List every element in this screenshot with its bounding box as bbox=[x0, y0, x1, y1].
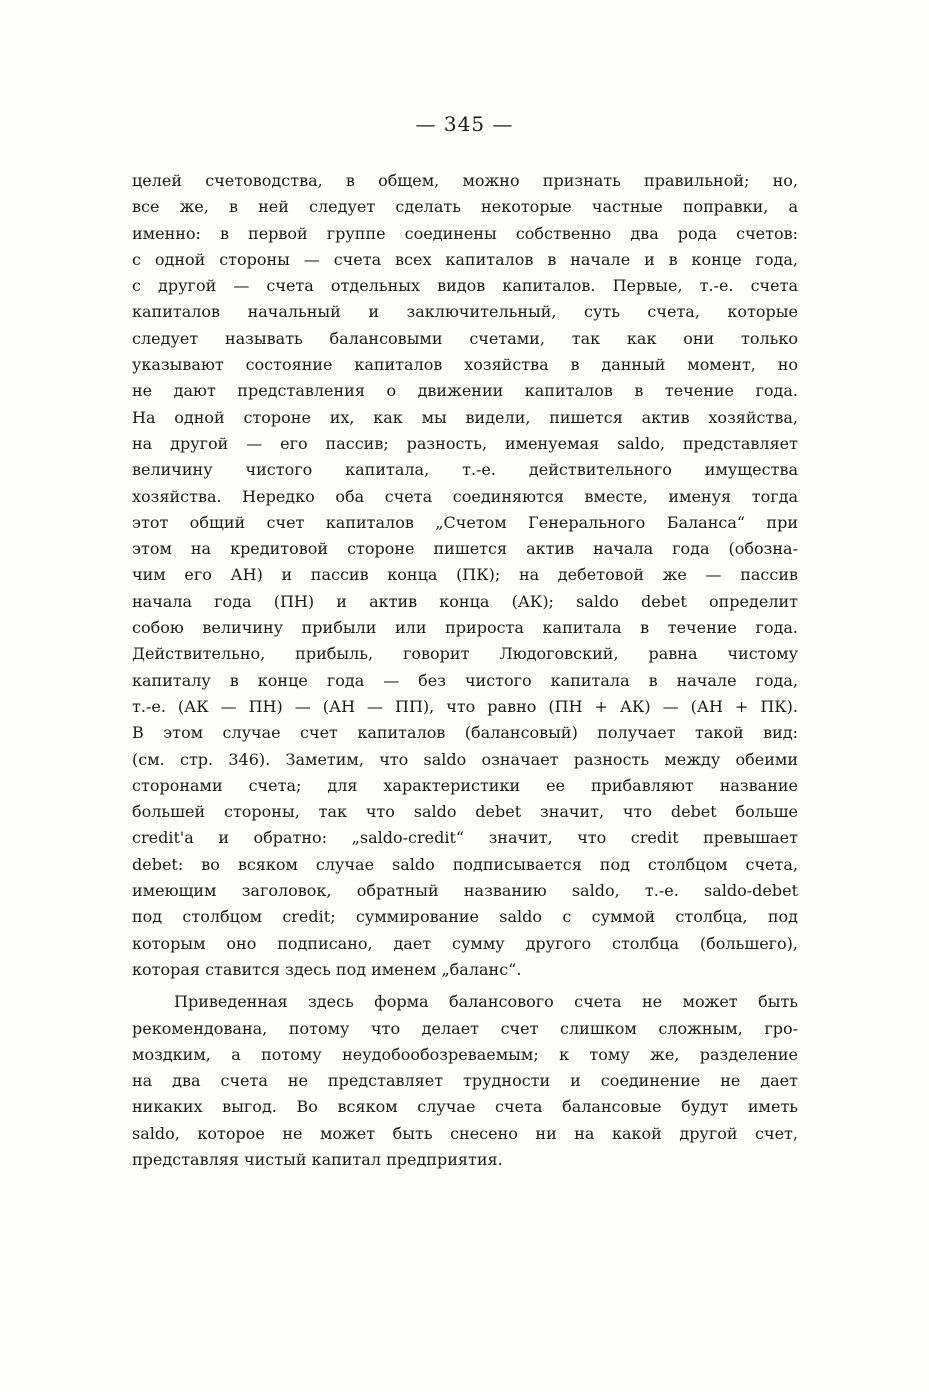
text-line: saldo, которое не может быть снесено ни на какой другой счет, bbox=[132, 1123, 798, 1143]
text-line: которым оно подписано, дает сумму другого столбца (большего), bbox=[132, 933, 798, 953]
text-line: рекомендована, потому что делает счет слишком сложным, гро- bbox=[132, 1018, 798, 1038]
text-line: именно: в первой группе соединены собственно два рода счетов: bbox=[132, 223, 798, 243]
text-line: сторонами счета; для характеристики ее прибавляют название bbox=[132, 775, 798, 795]
text-line: debet: во всяком случае saldo подписывается под столбцом счета, bbox=[132, 854, 798, 874]
text-line: с одной стороны — счета всех капиталов в начале и в конце года, bbox=[132, 249, 798, 269]
text-line: следует называть балансовыми счетами, так как они только bbox=[132, 328, 798, 348]
text-line: Действительно, прибыль, говорит Людоговский, равна чистому bbox=[132, 644, 798, 664]
text-line: величину чистого капитала, т.-е. действительного имущества bbox=[132, 460, 798, 480]
text-line: этот общий счет капиталов „Счетом Генерального Баланса“ при bbox=[132, 512, 798, 532]
text-line: на другой — его пассив; разность, именуемая saldo, представляет bbox=[132, 433, 798, 453]
text-line: большей стороны, так что saldo debet значит, что debet больше bbox=[132, 802, 798, 822]
text-line: капиталов начальный и заключительный, суть счета, которые bbox=[132, 302, 798, 322]
body-text bbox=[132, 168, 798, 1173]
page-number: — 345 — bbox=[415, 112, 514, 136]
text-line: все же, в ней следует сделать некоторые частные поправки, а bbox=[132, 197, 798, 217]
text-line: представляя чистый капитал предприятия. bbox=[132, 1149, 503, 1169]
text-line: (см. стр. 346). Заметим, что saldo означает разность между обеими bbox=[132, 749, 798, 769]
text-line: на два счета не представляет трудности и соединение не дает bbox=[132, 1071, 798, 1091]
paragraph-2 bbox=[132, 989, 798, 1173]
text-line: На одной стороне их, как мы видели, пишется актив хозяйства, bbox=[132, 407, 798, 427]
text-line: собою величину прибыли или прироста капитала в течение года. bbox=[132, 618, 798, 638]
text-line: моздким, а потому неудобообозреваемым; к тому же, разделение bbox=[132, 1044, 798, 1064]
text-line: целей счетоводства, в общем, можно признать правильной; но, bbox=[132, 171, 798, 190]
text-line: credit'a и обратно: „saldo-credit“ значит, что credit превышает bbox=[132, 828, 798, 848]
text-line: В этом случае счет капиталов (балансовый) получает такой вид: bbox=[132, 723, 798, 743]
text-line: чим его АН) и пассив конца (ПК); на дебетовой же — пассив bbox=[132, 565, 798, 585]
text-line: имеющим заголовок, обратный названию saldo, т.-е. saldo-debet bbox=[132, 881, 798, 901]
text-line: с другой — счета отдельных видов капиталов. Первые, т.-е. счета bbox=[132, 276, 798, 296]
text-line: т.-е. (АК — ПН) — (АН — ПП), что равно (ПН + АК) — (АН + ПК). bbox=[132, 696, 798, 716]
text-line: этом на кредитовой стороне пишется актив начала года (обозна- bbox=[132, 539, 798, 559]
text-line: под столбцом credit; суммирование saldo с суммой столбца, под bbox=[132, 907, 798, 927]
text-line: которая ставится здесь под именем „баланс“. bbox=[132, 959, 522, 979]
text-line: не дают представления о движении капиталов в течение года. bbox=[132, 381, 798, 401]
text-line: указывают состояние капиталов хозяйства в данный момент, но bbox=[132, 355, 798, 375]
text-line: хозяйства. Нередко оба счета соединяются вместе, именуя тогда bbox=[132, 486, 798, 506]
text-line: начала года (ПН) и актив конца (АК); saldo debet определит bbox=[132, 591, 798, 611]
text-line: никаких выгод. Во всяком случае счета балансовые будут иметь bbox=[132, 1097, 798, 1117]
text-line: капиталу в конце года — без чистого капитала в начале года, bbox=[132, 670, 798, 690]
paragraph-1 bbox=[132, 168, 798, 983]
text-line: Приведенная здесь форма балансового счета не может быть bbox=[174, 992, 798, 1012]
